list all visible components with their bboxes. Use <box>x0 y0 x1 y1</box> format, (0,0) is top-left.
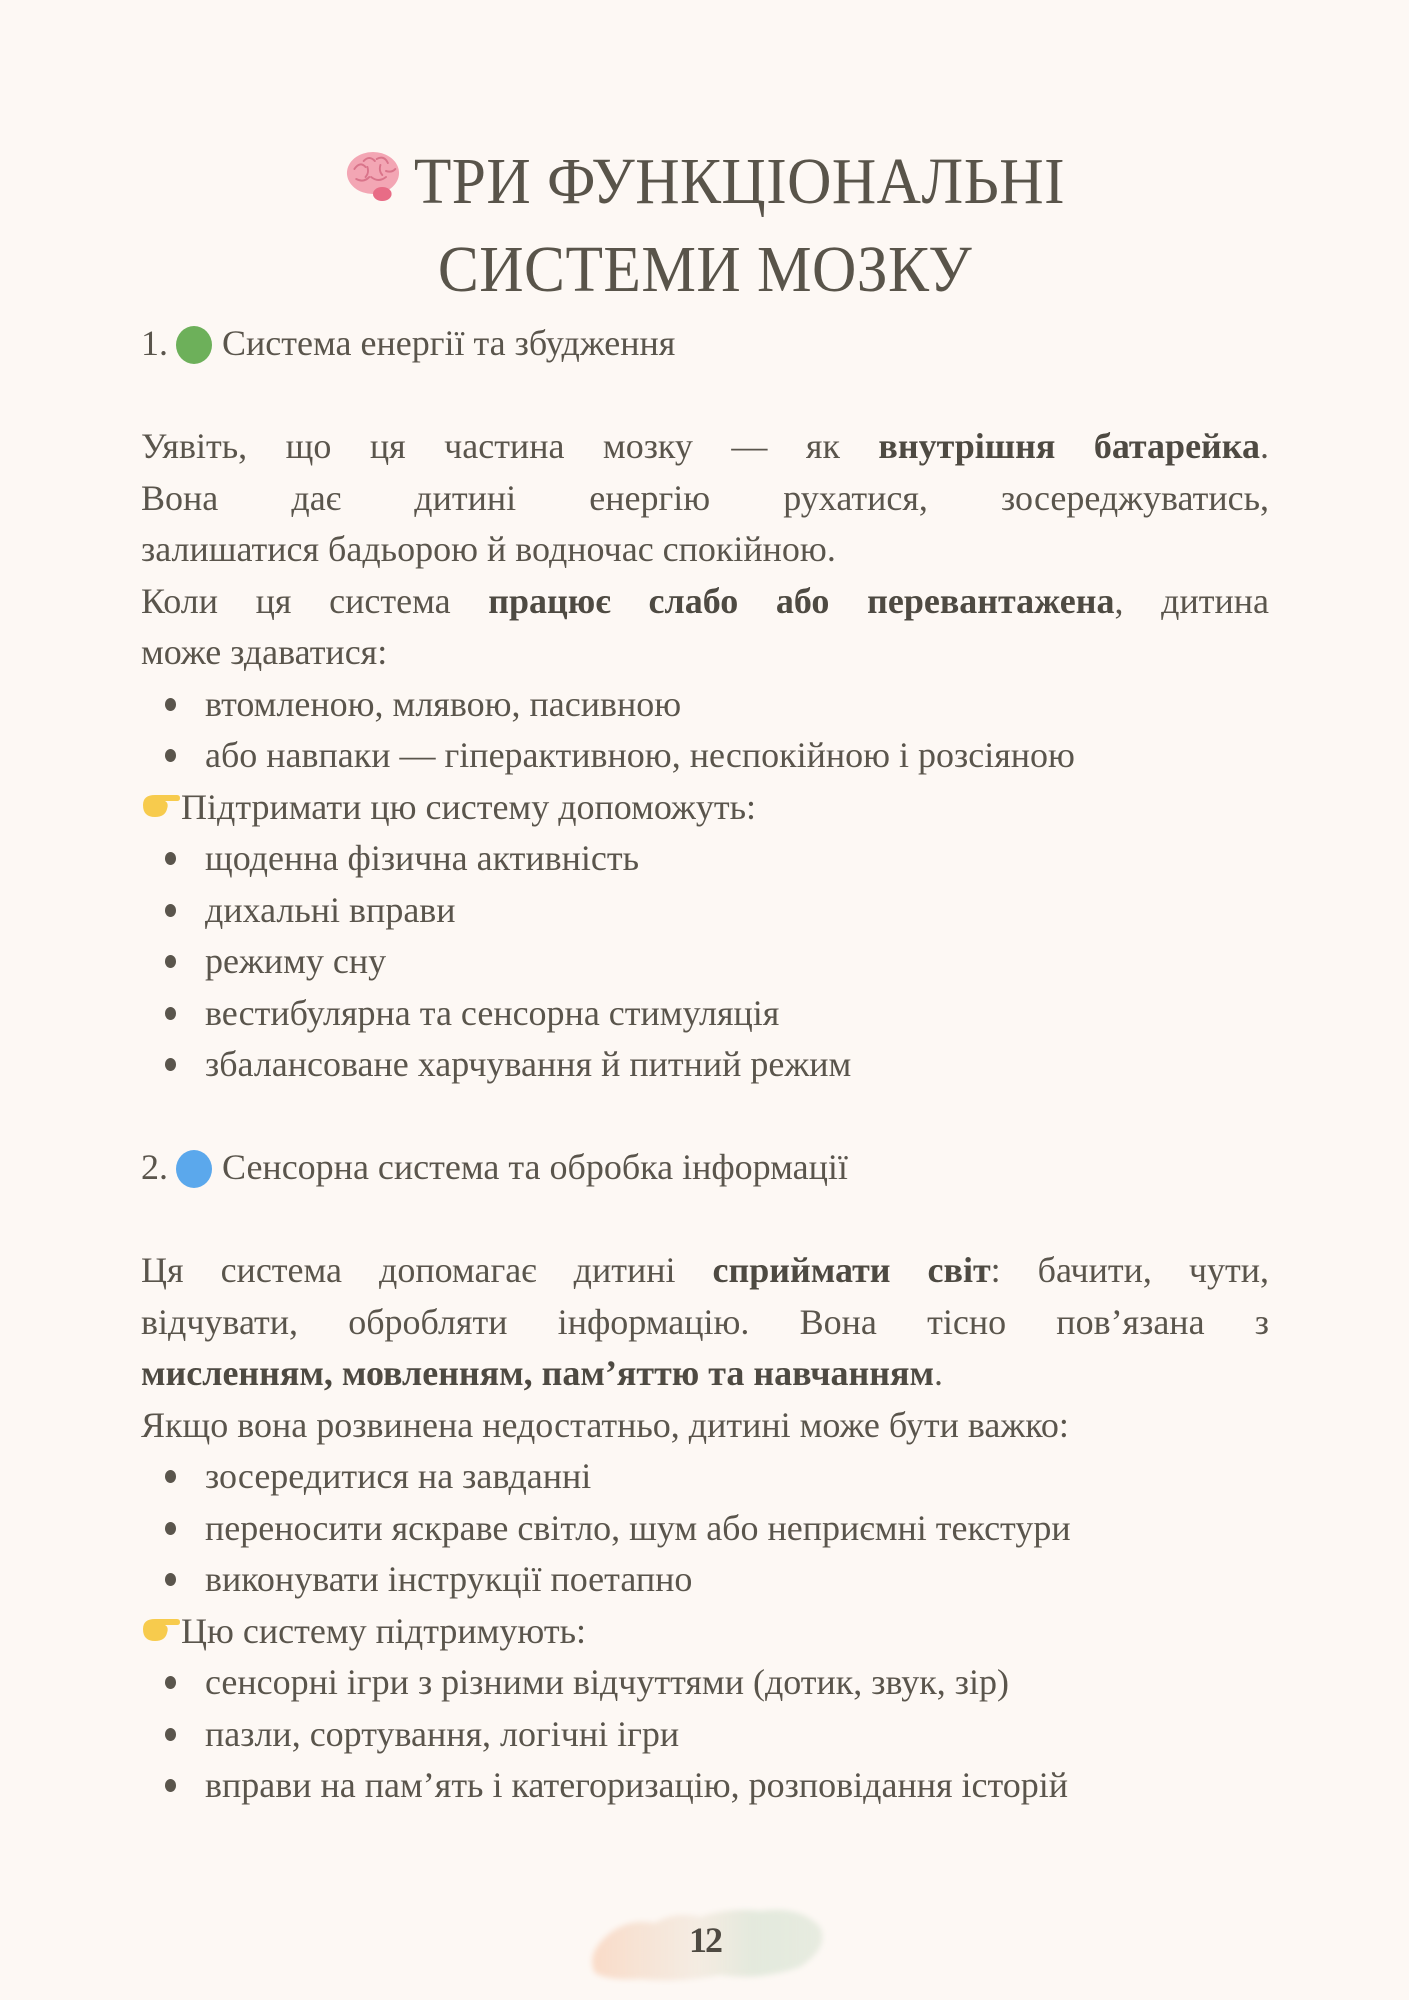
intro-line-2: Вона дає дитині енергію рухатися, зосереджуватись, <box>141 477 1269 518</box>
intro-text: Ця система допомагає дитині <box>141 1250 713 1290</box>
list-item <box>141 936 1269 988</box>
pointing-hand-icon <box>141 791 181 819</box>
intro-line-1 <box>141 1245 1269 1297</box>
intro-line-3 <box>141 1348 1269 1400</box>
list-item <box>141 1503 1269 1555</box>
list-item-text: виконувати інструкції поетапно <box>205 1559 693 1599</box>
bullet-icon <box>165 1779 176 1792</box>
list-item <box>141 1657 1269 1709</box>
section-1-symptoms-list <box>141 679 1269 782</box>
section-2-number: 2. <box>141 1147 168 1187</box>
problem-bold: працює слабо або перевантажена <box>488 580 1115 621</box>
section-1-number: 1. <box>141 323 168 363</box>
intro-text: . <box>1259 426 1269 466</box>
intro-text: : бачити, чути, <box>990 1250 1269 1290</box>
title-line-2: СИСТЕМИ МОЗКУ <box>437 233 973 306</box>
list-item-text: переносити яскраве світло, шум або неприємні текстури <box>205 1507 1071 1548</box>
intro-line-2: відчувати, обробляти інформацію. Вона тісно пов’язана з <box>141 1301 1269 1342</box>
support-label-text: Цю систему підтримують: <box>181 1610 586 1651</box>
list-item <box>141 1709 1269 1761</box>
intro-bold: мисленням, мовленням, пам’яттю та навчанням <box>141 1353 935 1393</box>
section-1-intro <box>141 421 1269 576</box>
problem-line-2: може здаватися: <box>141 632 388 672</box>
bullet-icon <box>165 1470 176 1483</box>
section-2-heading <box>141 1142 1269 1194</box>
list-item <box>141 730 1269 782</box>
intro-bold: внутрішня батарейка <box>878 426 1260 466</box>
list-item-text: дихальні вправи <box>205 889 456 930</box>
list-item-text: сенсорні ігри з різними відчуттями (дотик, звук, зір) <box>205 1662 1009 1702</box>
spacer <box>141 1194 1269 1246</box>
section-2-support-label <box>141 1606 1269 1658</box>
list-item <box>141 1760 1269 1812</box>
problem-text: , дитина <box>1114 580 1270 621</box>
bullet-icon <box>165 1007 176 1020</box>
bullet-icon <box>165 1573 176 1586</box>
section-2-title: Сенсорна система та обробка інформації <box>222 1147 848 1187</box>
problem-line-1 <box>141 576 1269 628</box>
bullet-icon <box>165 1728 176 1741</box>
section-1-heading <box>141 318 1269 370</box>
list-item <box>141 833 1269 885</box>
section-1-title: Система енергії та збудження <box>222 323 676 363</box>
bullet-icon <box>165 749 176 762</box>
list-item <box>141 1451 1269 1503</box>
page-title <box>180 138 1229 314</box>
list-item-text: зосередитися на завданні <box>205 1456 592 1496</box>
list-item-text: щоденна фізична активність <box>205 838 640 878</box>
intro-text: Уявіть, що ця частина мозку — як <box>141 426 879 466</box>
content-body <box>141 318 1269 1812</box>
list-item <box>141 1039 1269 1091</box>
list-item-text: втомленою, млявою, пасивною <box>205 683 682 724</box>
pointing-hand-icon <box>141 1615 181 1643</box>
title-text-1: ТРИ ФУНКЦІОНАЛЬНІ <box>413 145 1065 218</box>
list-item <box>141 1554 1269 1606</box>
section-2-problem <box>141 1400 1269 1452</box>
list-item-text: вправи на пам’ять і категоризацію, розповідання історій <box>205 1765 1069 1805</box>
support-label-text: Підтримати цю систему допоможуть: <box>181 786 757 827</box>
section-2-symptoms-list <box>141 1451 1269 1606</box>
bullet-icon <box>165 1522 176 1535</box>
list-item-text: вестибулярна та сенсорна стимуляція <box>205 992 780 1033</box>
list-item-text: або навпаки — гіперактивною, неспокійною і розсіяною <box>205 735 1075 775</box>
intro-line-1 <box>141 421 1269 473</box>
section-2-support-list <box>141 1657 1269 1812</box>
spacer <box>141 1091 1269 1143</box>
bullet-icon <box>165 1676 176 1689</box>
page-footer <box>580 1895 830 1985</box>
bullet-icon <box>165 904 176 917</box>
list-item-text: режиму сну <box>205 941 387 981</box>
problem-line-1: Якщо вона розвинена недостатньо, дитині може бути важко: <box>141 1404 1069 1445</box>
spacer <box>141 370 1269 422</box>
intro-text: . <box>934 1353 944 1393</box>
bullet-icon <box>165 698 176 711</box>
blue-circle-icon <box>176 1150 212 1188</box>
bullet-icon <box>165 1058 176 1071</box>
brain-icon <box>345 151 401 203</box>
intro-line-3: залишатися бадьорою й водночас спокійною. <box>141 529 836 569</box>
section-1-support-list <box>141 833 1269 1091</box>
list-item <box>141 885 1269 937</box>
green-circle-icon <box>176 326 212 364</box>
title-line-1 <box>180 138 1229 226</box>
section-2-intro <box>141 1245 1269 1400</box>
intro-bold: сприймати світ <box>712 1250 991 1290</box>
list-item <box>141 679 1269 731</box>
bullet-icon <box>165 852 176 865</box>
list-item <box>141 988 1269 1040</box>
list-item-text: збалансоване харчування й питний режим <box>205 1044 852 1084</box>
problem-text: Коли ця система <box>141 580 489 621</box>
section-1-support-label <box>141 782 1269 834</box>
page-number: 12 <box>689 1920 721 1960</box>
bullet-icon <box>165 955 176 968</box>
section-1-problem <box>141 576 1269 679</box>
list-item-text: пазли, сортування, логічні ігри <box>205 1713 680 1754</box>
